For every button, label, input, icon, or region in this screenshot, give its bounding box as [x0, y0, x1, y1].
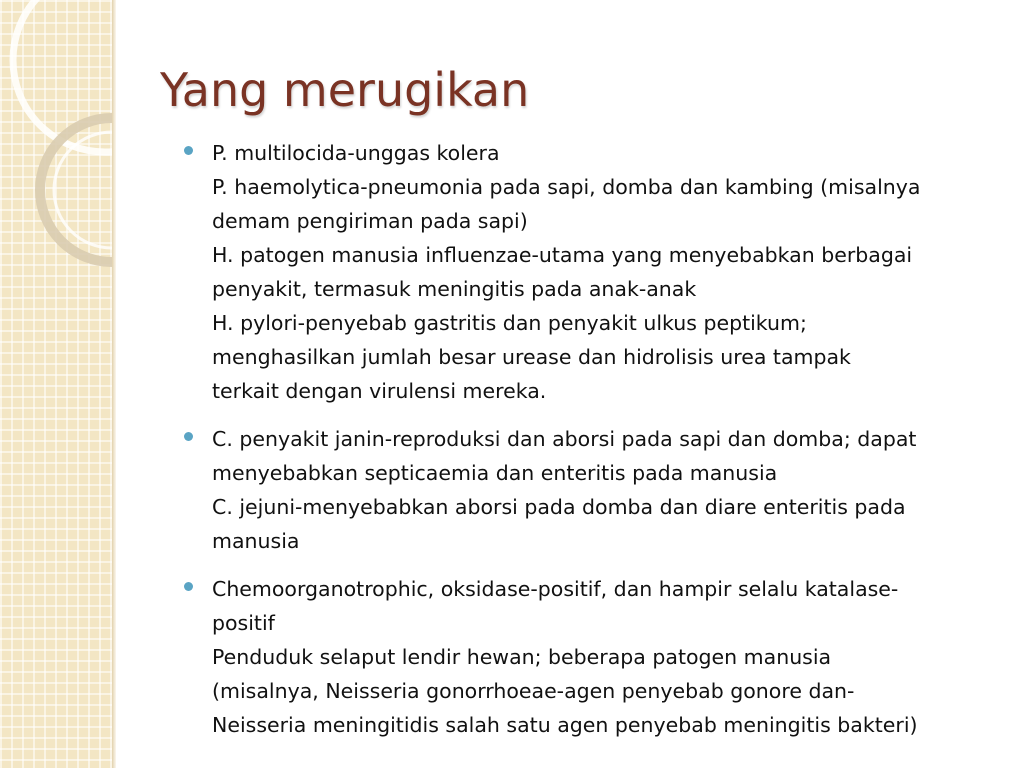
- bullet-line: terkait dengan virulensi mereka.: [212, 379, 547, 403]
- bullet-line: C. penyakit janin-reproduksi dan aborsi pada sapi dan domba; dapat: [212, 427, 917, 451]
- bullet-dot-icon: [184, 432, 193, 441]
- bullet-line: H. pylori-penyebab gastritis dan penyakit ulkus peptikum;: [212, 311, 807, 335]
- bullet-line: Penduduk selaput lendir hewan; beberapa patogen manusia: [212, 645, 832, 669]
- decorative-sidebar: [0, 0, 112, 768]
- bullet-line: menyebabkan septicaemia dan enteritis pada manusia: [212, 461, 778, 485]
- bullet-line: manusia: [212, 529, 300, 553]
- bullet-line: menghasilkan jumlah besar urease dan hidrolisis urea tampak: [212, 345, 851, 369]
- sidebar-edge: [112, 0, 116, 768]
- bullet-line: H. patogen manusia influenzae-utama yang menyebabkan berbagai: [212, 243, 913, 267]
- decorative-ring-middle: [40, 118, 112, 262]
- decorative-rings: [0, 0, 112, 768]
- bullet-dot-icon: [184, 582, 193, 591]
- bullet-line: (misalnya, Neisseria gonorrhoeae-agen penyebab gonore dan-: [212, 679, 855, 703]
- bullet-item-1: [180, 136, 1000, 408]
- bullet-line: demam pengiriman pada sapi): [212, 209, 528, 233]
- bullet-line: Neisseria meningitidis salah satu agen penyebab meningitis bakteri): [212, 713, 918, 737]
- decorative-ring-top: [13, 0, 112, 152]
- bullet-item-3: [180, 572, 1000, 742]
- bullet-line: Chemoorganotrophic, oksidase-positif, dan hampir selalu katalase-: [212, 577, 899, 601]
- bullet-dot-icon: [184, 146, 193, 155]
- bullet-line: P. multilocida-unggas kolera: [212, 141, 500, 165]
- slide-title: Yang merugikan: [160, 62, 530, 117]
- bullet-line: positif: [212, 611, 275, 635]
- bullet-item-2: [180, 422, 1000, 558]
- bullet-line: C. jejuni-menyebabkan aborsi pada domba dan diare enteritis pada: [212, 495, 906, 519]
- bullet-line: P. haemolytica-pneumonia pada sapi, domba dan kambing (misalnya: [212, 175, 921, 199]
- bullet-line: penyakit, termasuk meningitis pada anak-anak: [212, 277, 697, 301]
- bullet-list: [180, 136, 1000, 756]
